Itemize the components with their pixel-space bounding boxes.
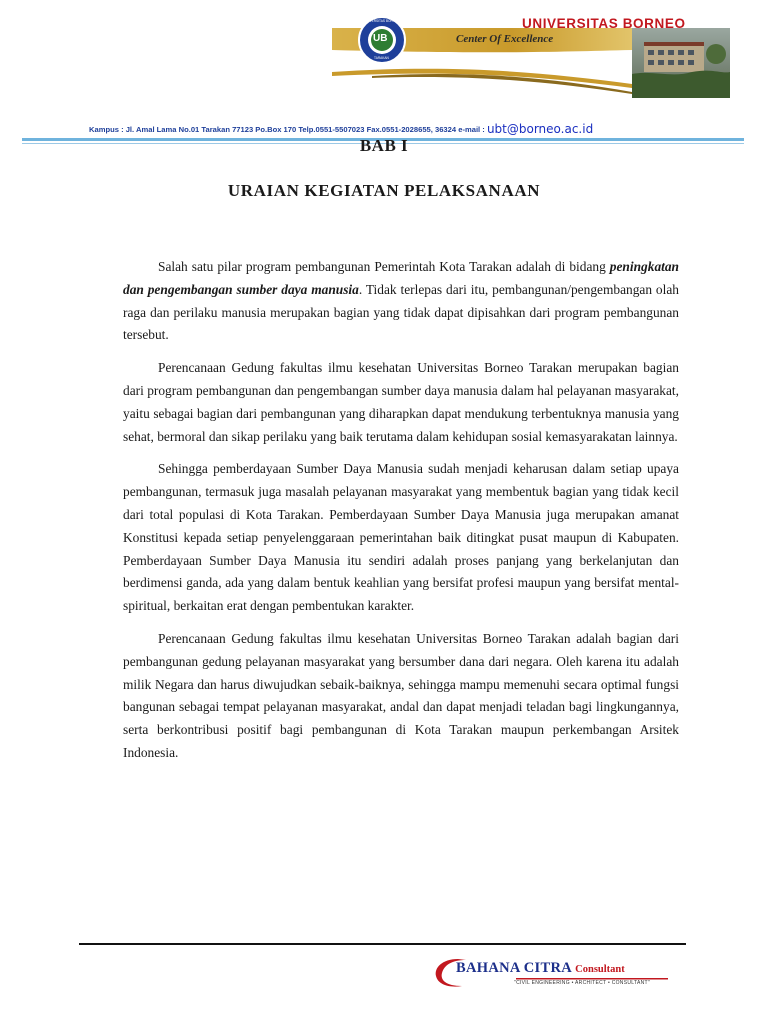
logo-ring-bottom-text: TARAKAN (374, 56, 389, 60)
logo-ring-top-text: UNIVERSITAS BORNEO (364, 19, 400, 23)
paragraph-1-lead: Salah satu pilar program pembangunan Pemerintah Kota Tarakan adalah di bidang (158, 259, 610, 274)
address-text: Kampus : Jl. Amal Lama No.01 Tarakan 77123 Po.Box 170 Telp.0551-5507023 Fax.0551-2028655, 36324 e-mail : (89, 125, 485, 134)
document-title: URAIAN KEGIATAN PELAKSANAAN (227, 181, 541, 200)
paragraph-3: Sehingga pemberdayaan Sumber Daya Manusia sudah menjadi keharusan dalam setiap upaya pembangunan, termasuk juga masalah pelayanan masyarakat yang membentuk bagian yang tidak kecil dari total populasi di Kota Tarakan. Pemberdayaan Sumber Daya Manusia juga merupakan amanat Konstitusi kepada setiap penyelenggaraan pemerintahan baik ditingkat pusat maupun di Kabupaten. Pemberdayaan Sumber Daya Manusia itu sendiri adalah proses panjang yang berkelanjutan dan berdimensi ganda, ada yang dalam bentuk keahlian yang bersifat profesi maupun yang bersifat mental-spiritual, berkaitan erat dengan pembentukan karakter. (123, 461, 679, 614)
university-banner (332, 14, 730, 100)
paragraph-1 (123, 256, 679, 347)
campus-address (89, 121, 689, 135)
footer-divider (79, 943, 686, 945)
university-tagline: Center Of Excellence (456, 33, 554, 45)
consultant-logo (432, 956, 672, 990)
email-link[interactable]: ubt@borneo.ac.id (486, 122, 594, 136)
paragraph-1-emphasis: peningkatan dan pengembangan sumber daya manusia (123, 259, 679, 297)
paragraph-4: Perencanaan Gedung fakultas ilmu kesehatan Universitas Borneo Tarakan adalah bagian dari pembangunan gedung pelayanan masyarakat yang bersumber dana dari negara. Oleh karena itu adalah milik Negara dan harus diwujudkan sebaik-baiknya, sehingga mampu memenuhi secara optimal fungsi bangunan sebagai tempat pelayanan masyarakat, andal dan dapat menjadi teladan bagi lingkungannya, serta berkontribusi positif bagi pembangunan di Kota Tarakan maupun perkembangan Arsitek Indonesia. (123, 630, 679, 760)
paragraph-1-rest: . Tidak terlepas dari itu, pembangunan/pengembangan olah raga dan perilaku manusia merupakan bagian yang tidak dapat dipisahkan dari program pembangunan tersebut. (123, 281, 679, 343)
logo-initials: UB (373, 33, 388, 44)
paragraph-2: Perencanaan Gedung fakultas ilmu kesehatan Universitas Borneo Tarakan merupakan bagian dari program pembangunan dan pengembangan sumber daya manusia dalam hal pelayanan masyarakat, yaitu sebagai bagian dari pembangunan yang diharapkan dapat mendukung terbentuknya manusia yang sehat, bermoral dan sikap perilaku yang baik terutama dalam kehidupan sosial kemasyarakatan lainnya. (123, 360, 679, 444)
consultant-suffix: Consultant (575, 964, 625, 975)
consultant-slogan: "CIVIL ENGINEERING • ARCHITECT • CONSULTANT" (514, 980, 650, 986)
document-body (123, 256, 679, 775)
consultant-name (456, 960, 625, 977)
consultant-name-main: BAHANA CITRA (456, 960, 572, 976)
chapter-heading: BAB I (359, 136, 409, 155)
university-name: UNIVERSITAS BORNEO (522, 16, 686, 31)
